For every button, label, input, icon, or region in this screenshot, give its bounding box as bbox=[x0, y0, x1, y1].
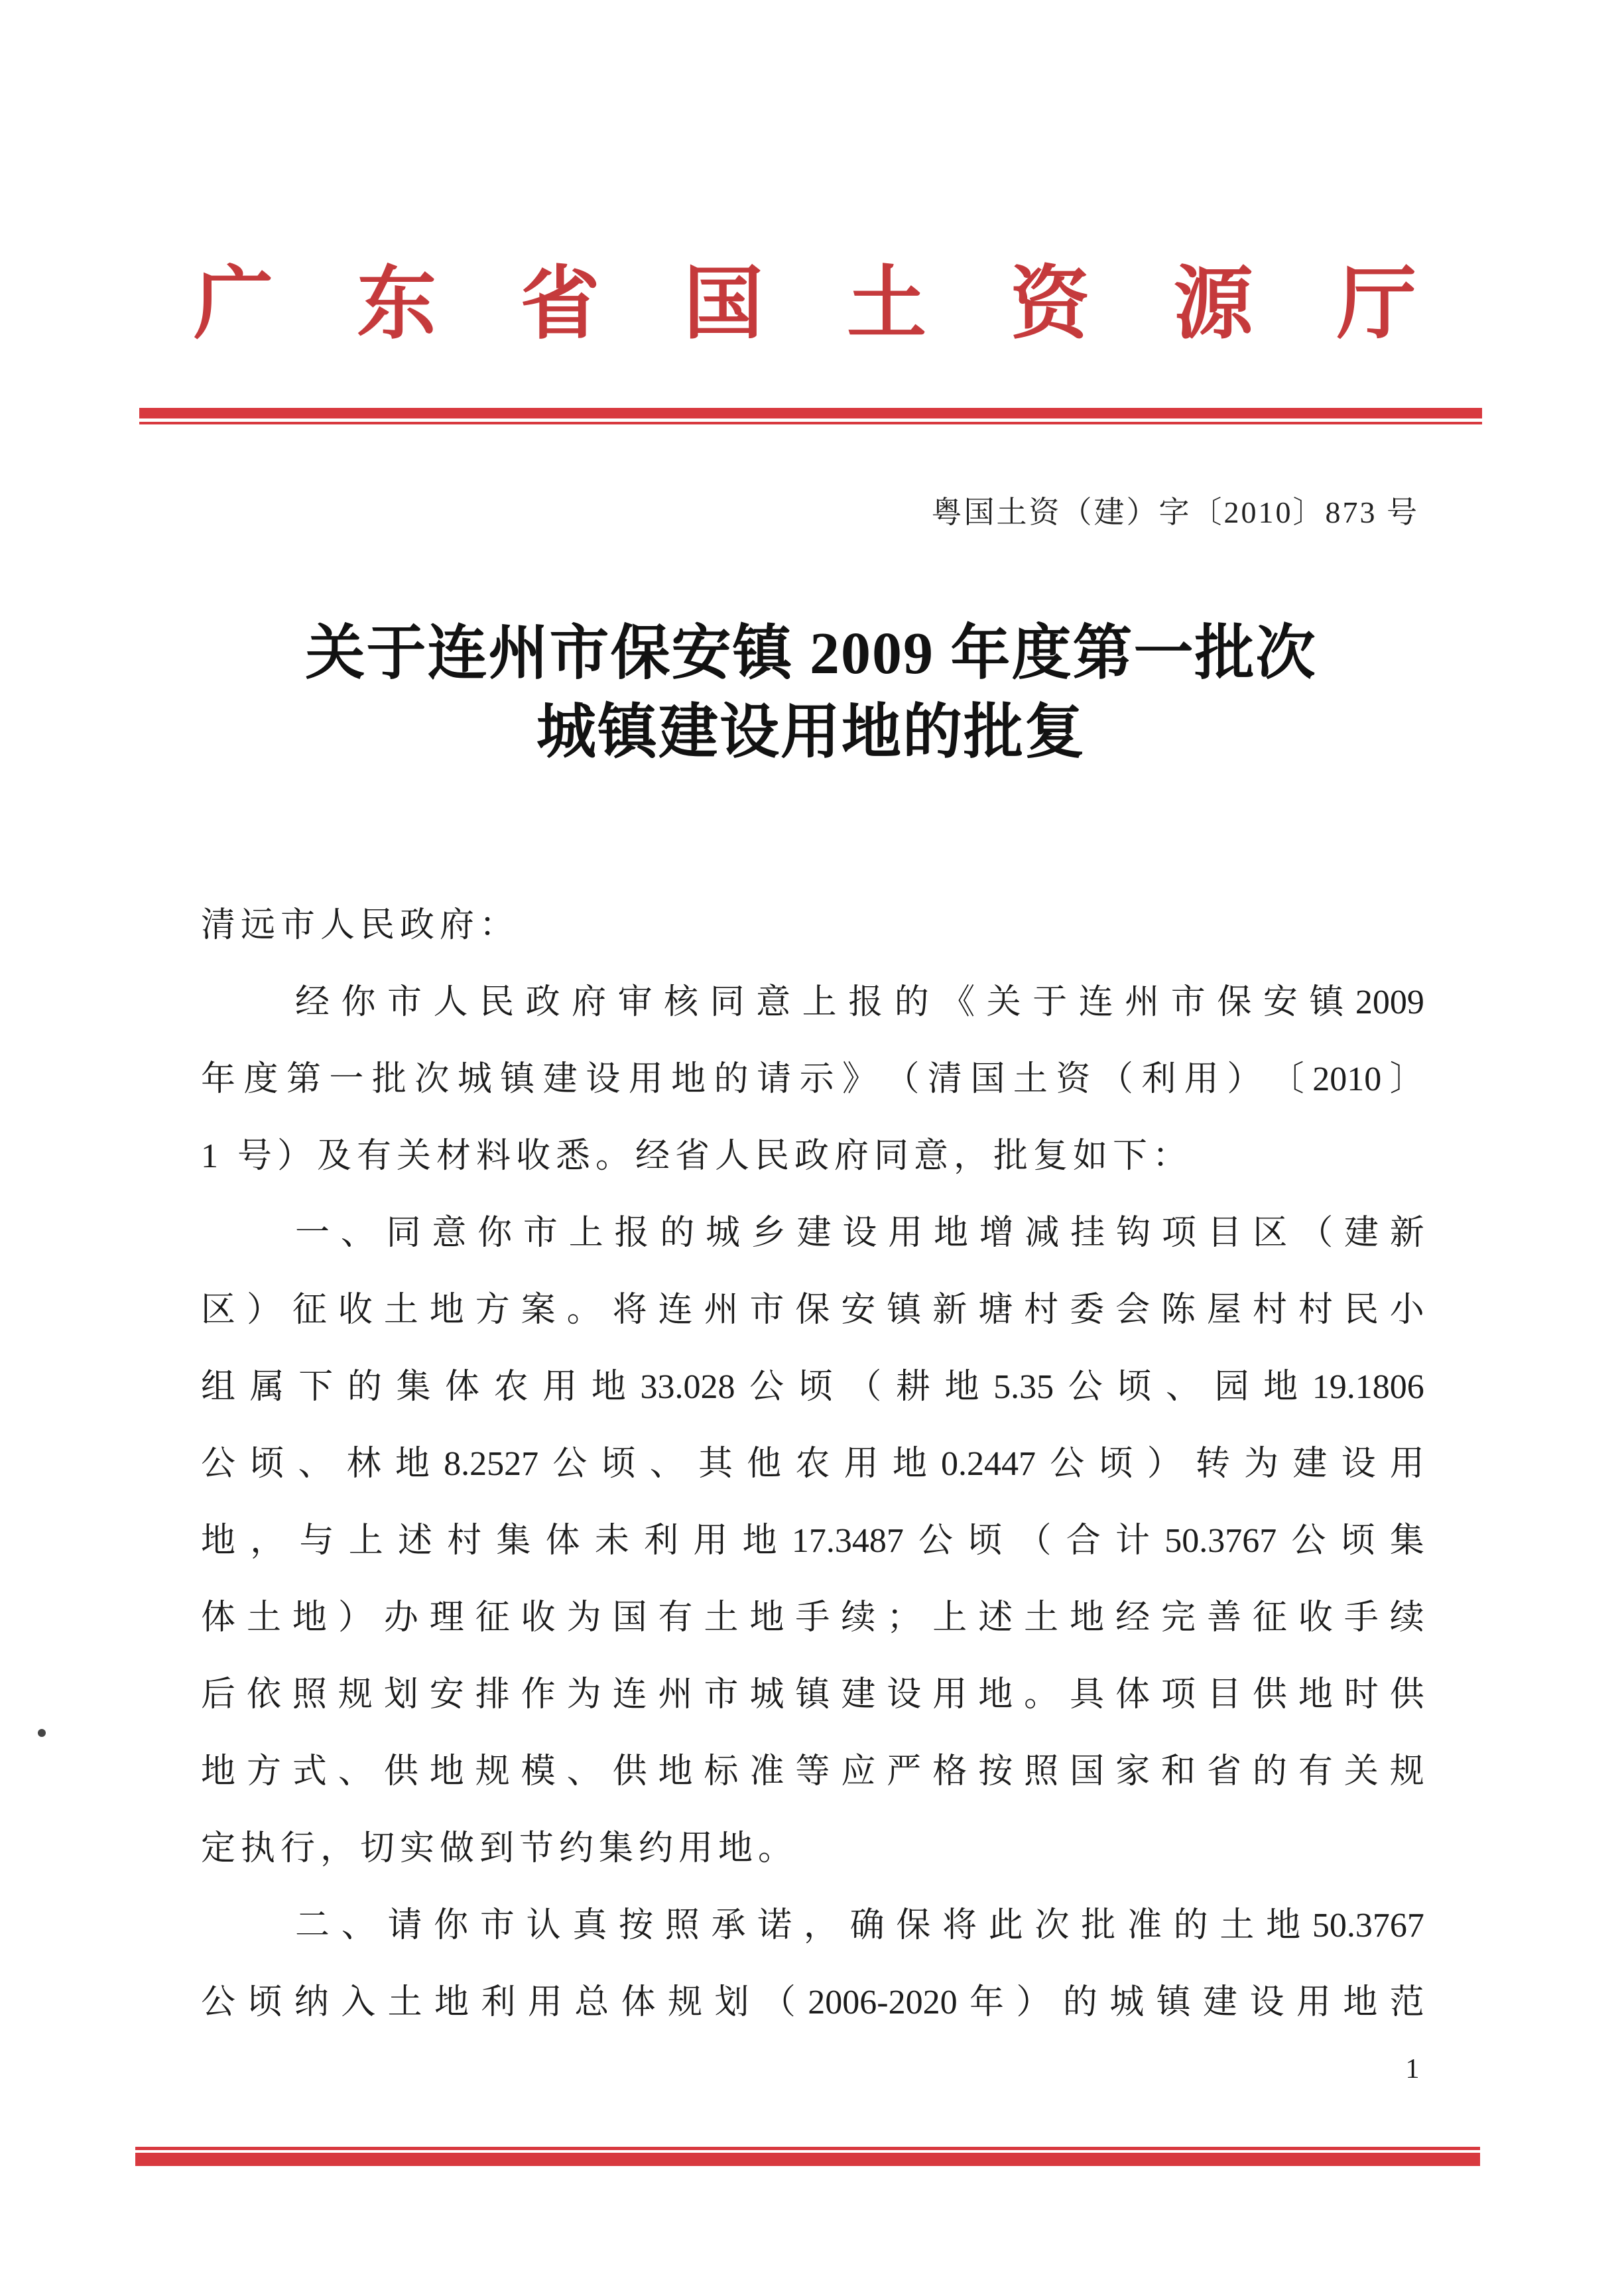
body-line: 地 方 式 、 供 地 规 模 、 供 地 标 准 等 应 严 格 按 照 国 家 和 省 的 有 关 规 bbox=[201, 1753, 1424, 1791]
body-line: 二 、 请 你 市 认 真 按 照 承 诺 ， 确 保 将 此 次 批 准 的 土 地 50.3767 bbox=[295, 1907, 1424, 1945]
letterhead-separator-rule bbox=[139, 408, 1482, 424]
body-line: 区 ） 征 收 土 地 方 案 。 将 连 州 市 保 安 镇 新 塘 村 委 会 陈 屋 村 村 民 小 bbox=[201, 1291, 1424, 1329]
document-title-line1: 关于连州市保安镇 2009 年度第一批次 bbox=[305, 621, 1317, 686]
body-line: 1 号）及有关材料收悉。经省人民政府同意，批复如下： bbox=[201, 1137, 1193, 1175]
body-line: 公 顷 、 林 地 8.2527 公 顷 、 其 他 农 用 地 0.2447 公 顷 ） 转 为 建 设 用 bbox=[201, 1445, 1424, 1483]
body-line: 年 度 第 一 批 次 城 镇 建 设 用 地 的 请 示 》 （ 清 国 土 资 （ 利 用 ） 〔 2010 〕 bbox=[201, 1060, 1424, 1098]
document-title bbox=[199, 614, 1423, 772]
body-line-salutation: 清远市人民政府： bbox=[201, 907, 520, 944]
body-line: 组 属 下 的 集 体 农 用 地 33.028 公 顷 （ 耕 地 5.35 公 顷 、 园 地 19.1806 bbox=[201, 1368, 1424, 1406]
document-body bbox=[201, 887, 1424, 2041]
body-line: 地 ， 与 上 述 村 集 体 未 利 用 地 17.3487 公 顷 （ 合 计 50.3767 公 顷 集 bbox=[201, 1522, 1424, 1560]
footer-separator-rule bbox=[135, 2147, 1480, 2166]
body-line: 后 依 照 规 划 安 排 作 为 连 州 市 城 镇 建 设 用 地 。 具 体 项 目 供 地 时 供 bbox=[201, 1676, 1424, 1714]
rule-thin-line bbox=[139, 422, 1482, 424]
scan-speck-artifact bbox=[38, 1729, 46, 1737]
body-line: 一 、 同 意 你 市 上 报 的 城 乡 建 设 用 地 增 减 挂 钩 项 目 区 （ 建 新 bbox=[295, 1214, 1424, 1252]
body-line: 体 土 地 ） 办 理 征 收 为 国 有 土 地 手 续 ； 上 述 土 地 经 完 善 征 收 手 续 bbox=[201, 1599, 1424, 1637]
letterhead-agency-name: 广 东 省 国 土 资 源 厅 bbox=[194, 260, 1416, 348]
rule-thick-line bbox=[135, 2153, 1480, 2166]
body-line: 公 顷 纳 入 土 地 利 用 总 体 规 划 （ 2006-2020 年 ） 的 城 镇 建 设 用 地 范 bbox=[201, 1984, 1424, 2021]
body-line: 经 你 市 人 民 政 府 审 核 同 意 上 报 的 《 关 于 连 州 市 保 安 镇 2009 bbox=[295, 984, 1424, 1021]
page-number: 1 bbox=[1405, 2054, 1420, 2084]
document-title-line2: 城镇建设用地的批复 bbox=[536, 700, 1086, 765]
document-reference-number: 粤国土资（建）字〔2010〕873 号 bbox=[931, 495, 1419, 529]
body-line: 定执行，切实做到节约集约用地。 bbox=[201, 1830, 798, 1868]
rule-thick-line bbox=[139, 408, 1482, 418]
